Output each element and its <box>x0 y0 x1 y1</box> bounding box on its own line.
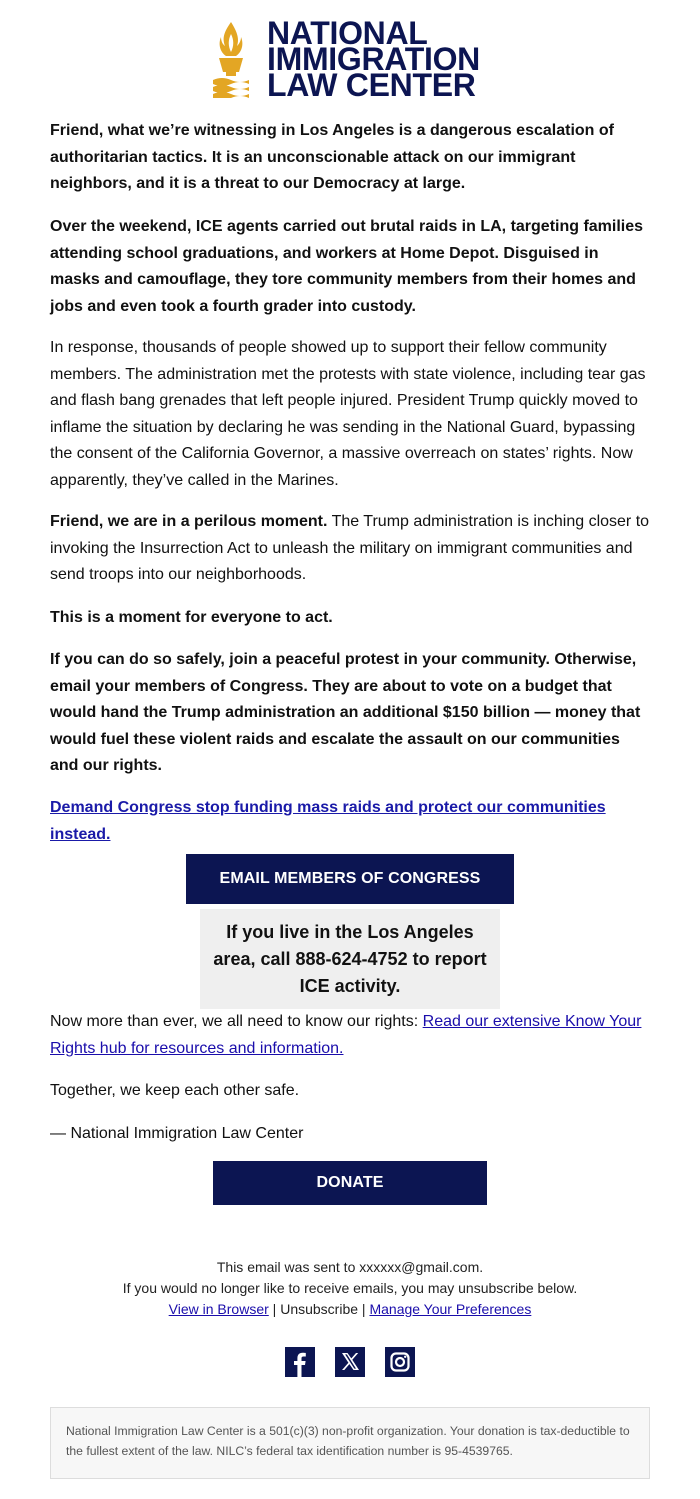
know-rights-text: Now more than ever, we all need to know our rights: <box>50 1013 423 1030</box>
la-hotline-callout <box>200 909 500 1009</box>
perilous-lead: Friend, we are in a perilous moment. <box>50 513 328 530</box>
manage-preferences-link[interactable]: Manage Your Preferences <box>369 1301 532 1317</box>
response-paragraph: In response, thousands of people showed up to support their fellow community members. The administration met the protests with state violence, including tear gas and flash bang grenades that left people injured. President Trump quickly moved to inflame the situation by declaring he was sending in the National Guard, bypassing the consent of the California Governor, a massive overreach on states’ rights. Now apparently, they’ve called in the Marines. <box>50 339 646 489</box>
together-paragraph: Together, we keep each other safe. <box>50 1082 300 1099</box>
footer-separator: | <box>358 1301 370 1317</box>
unsubscribe-note: If you would no longer like to receive emails, you may unsubscribe below. <box>122 1280 578 1296</box>
facebook-icon[interactable] <box>285 1347 315 1377</box>
signature: — National Immigration Law Center <box>50 1125 304 1142</box>
footer-links <box>50 1299 650 1320</box>
act-paragraph: This is a moment for everyone to act. <box>50 609 333 626</box>
email-footer <box>50 1257 650 1320</box>
know-rights-paragraph <box>50 1009 650 1062</box>
raids-paragraph: Over the weekend, ICE agents carried out brutal raids in LA, targeting families attending school graduations, and workers at Home Depot. Disguised in masks and camouflage, they tore community members from their homes and jobs and even took a fourth grader into custody. <box>50 218 644 315</box>
demand-congress-link[interactable]: Demand Congress stop funding mass raids and protect our communities instead. <box>50 799 606 843</box>
footer-separator: | <box>268 1301 281 1317</box>
perilous-paragraph <box>50 509 650 589</box>
email-congress-button[interactable]: EMAIL MEMBERS OF CONGRESS <box>186 854 514 904</box>
protest-paragraph: If you can do so safely, join a peaceful protest in your community. Otherwise, email your members of Congress. They are about to vote on a budget that would hand the Trump administration an additional $150 billion — money that would fuel these violent raids and escalate the assault on our communities and our rights. <box>50 651 641 774</box>
nilc-logo[interactable] <box>212 15 480 103</box>
la-hotline-text: If you live in the Los Angeles area, call 888-624-4752 to report ICE activity. <box>213 921 487 996</box>
intro-paragraph: Friend, what we’re witnessing in Los Angeles is a dangerous escalation of authoritarian tactics. It is an unconscionable attack on our immigrant neighbors, and it is a threat to our Democracy at large. <box>50 122 614 192</box>
logo-line-1: NATIONAL <box>267 15 428 51</box>
social-links <box>285 1347 415 1377</box>
know-rights-link[interactable]: Read our extensive Know Your Rights hub for resources and information. <box>50 1013 642 1057</box>
logo-line-2: IMMIGRATION <box>267 41 480 77</box>
sent-to-text: This email was sent to xxxxxx@gmail.com. <box>216 1259 484 1275</box>
view-in-browser-link[interactable]: View in Browser <box>168 1301 269 1317</box>
torch-icon <box>212 20 250 98</box>
unsubscribe-link[interactable]: Unsubscribe <box>280 1301 359 1317</box>
donate-button[interactable]: DONATE <box>213 1161 487 1205</box>
logo-line-3: LAW CENTER <box>267 67 476 103</box>
perilous-rest: The Trump administration is inching closer to invoking the Insurrection Act to unleash the military on immigrant communities and send troops into our neighborhoods. <box>50 513 650 583</box>
tax-disclaimer: National Immigration Law Center is a 501(c)(3) non-profit organization. Your donation is tax-deductible to the fullest extent of the law. NILC’s federal tax identification number is 95-4539765. <box>50 1407 650 1479</box>
instagram-icon[interactable] <box>385 1347 415 1377</box>
x-icon[interactable] <box>335 1347 365 1377</box>
logo-wordmark <box>267 15 480 103</box>
demand-paragraph <box>50 795 650 848</box>
